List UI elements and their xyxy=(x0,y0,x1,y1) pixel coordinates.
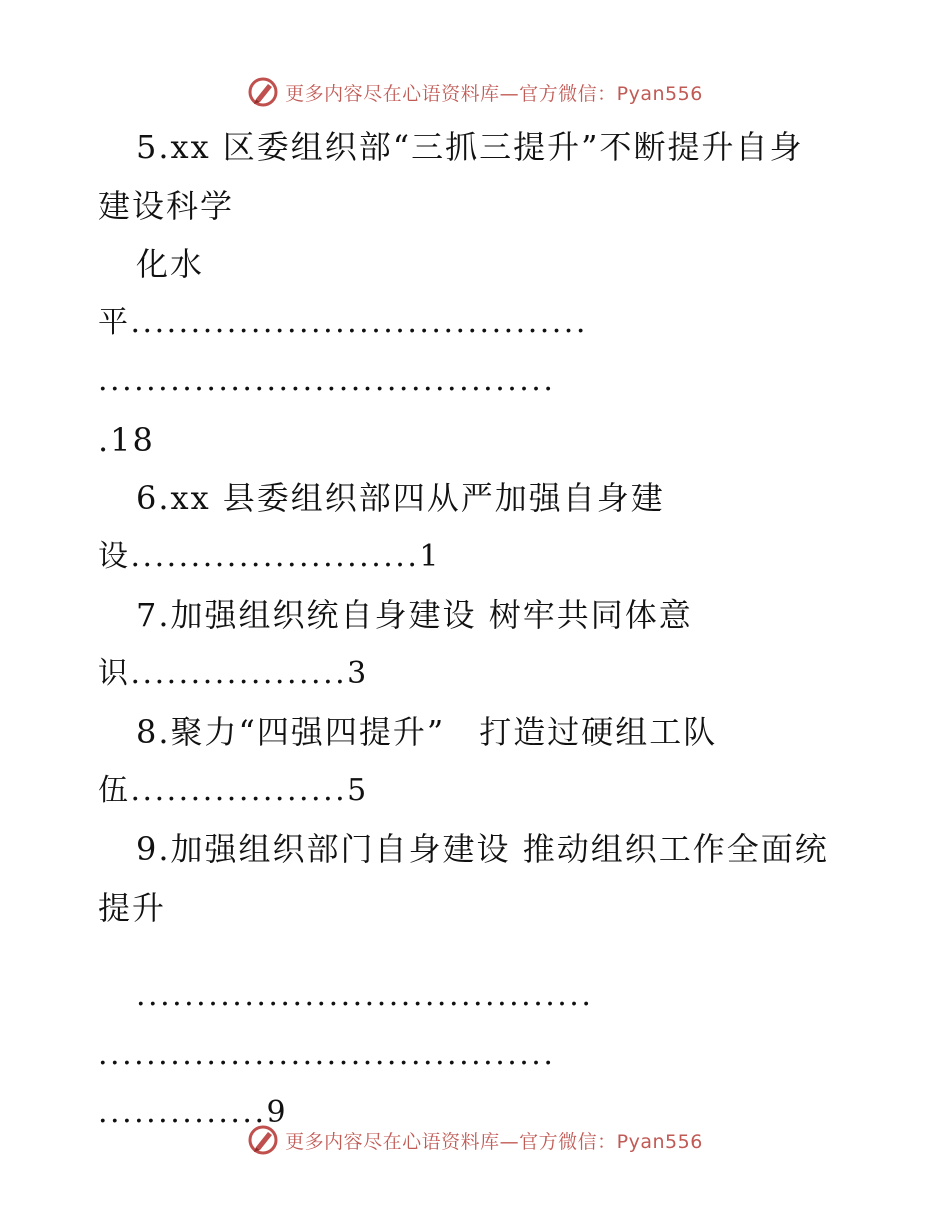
toc-entry-9-page[interactable]: ..............9 xyxy=(98,1095,289,1130)
toc-entry-9-leader[interactable]: ...................................... xyxy=(136,978,594,1013)
toc-entry-7-leader[interactable]: 识..................3 xyxy=(98,655,369,691)
toc-entry-8-title[interactable]: 8.聚力“四强四提升” 打造过硬组工队 xyxy=(136,713,718,751)
toc-entry-5-leader[interactable]: 平...................................... xyxy=(98,304,588,340)
toc-entry-5-title-cont[interactable]: 建设科学 xyxy=(98,186,235,225)
footer-watermark xyxy=(0,1120,950,1160)
pen-logo-icon xyxy=(247,1124,279,1156)
toc-entry-5-title-cont2[interactable]: 化水 xyxy=(136,245,205,283)
pen-logo-icon xyxy=(247,76,279,108)
toc-entry-5-leader-cont[interactable]: ...................................... xyxy=(98,363,556,398)
toc-entry-8-leader[interactable]: 伍..................5 xyxy=(98,772,369,808)
toc-entry-5-title[interactable]: 5.xx 区委组织部“三抓三提升”不断提升自身 xyxy=(136,128,804,166)
toc-entry-9-title[interactable]: 9.加强组织部门自身建设 推动组织工作全面统 xyxy=(136,830,829,868)
toc-entry-9-title-cont[interactable]: 提升 xyxy=(98,888,167,927)
toc-entry-6-leader[interactable]: 设........................1 xyxy=(98,538,441,574)
toc-entry-9-leader-cont[interactable]: ...................................... xyxy=(98,1036,556,1072)
watermark-text: 更多内容尽在心语资料库—官方微信：Pyan556 xyxy=(285,1130,703,1153)
toc-entry-6-title[interactable]: 6.xx 县委组织部四从严加强自身建 xyxy=(136,479,665,517)
spacer xyxy=(98,937,843,967)
table-of-contents xyxy=(98,118,843,1143)
header-watermark xyxy=(0,72,950,112)
toc-entry-7-title[interactable]: 7.加强组织统自身建设 树牢共同体意 xyxy=(136,596,693,634)
watermark-text: 更多内容尽在心语资料库—官方微信：Pyan556 xyxy=(285,82,703,105)
toc-entry-5-page[interactable]: .18 xyxy=(98,420,155,459)
